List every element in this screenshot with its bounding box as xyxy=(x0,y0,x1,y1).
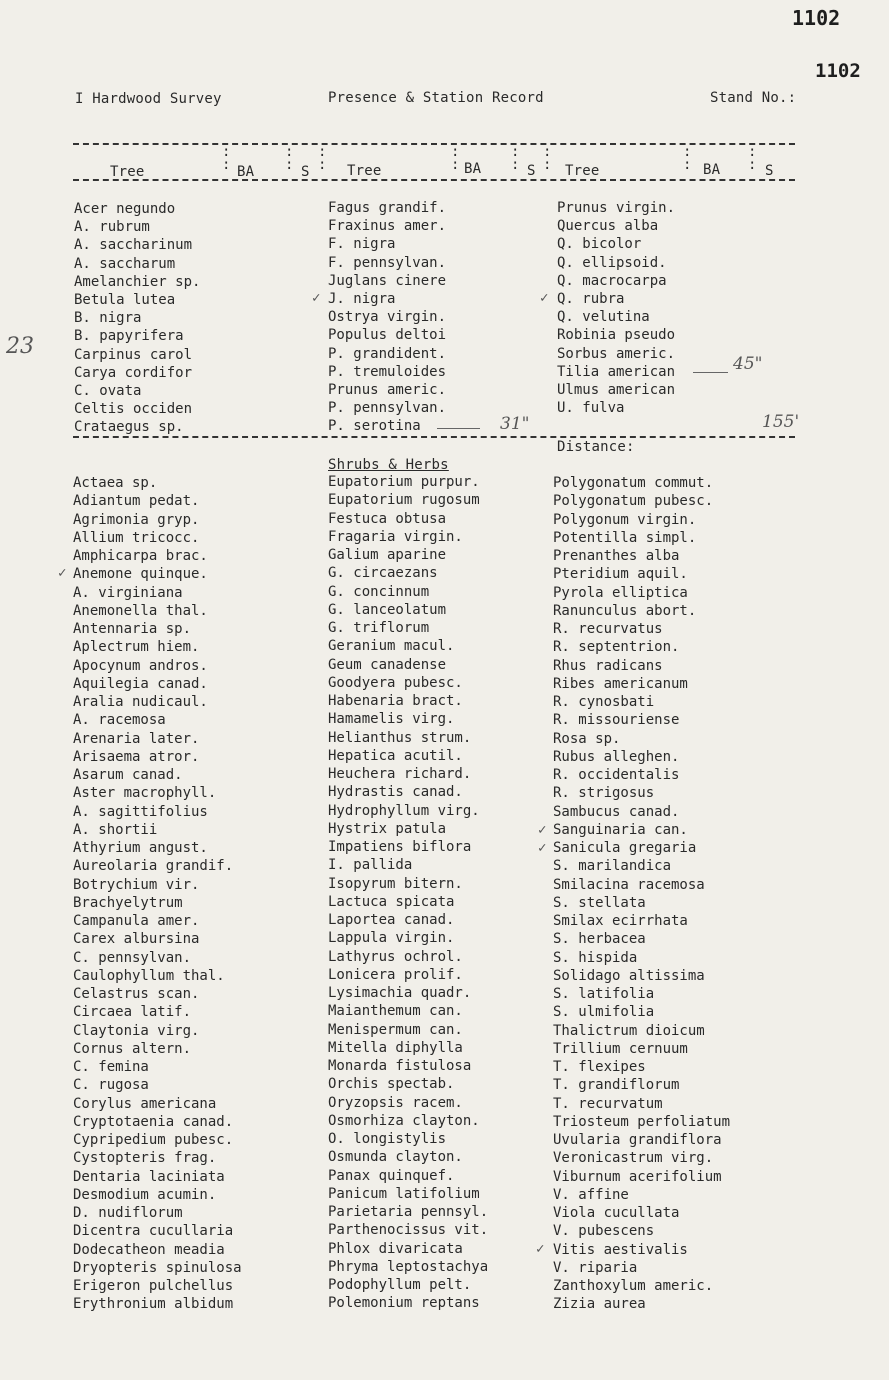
tree-species: C. ovata xyxy=(74,382,142,399)
herb-species: Dryopteris spinulosa xyxy=(73,1259,242,1276)
herb-species: Orchis spectab. xyxy=(328,1076,455,1093)
tree-species: P. grandident. xyxy=(328,345,447,362)
tree-section-rule xyxy=(73,436,795,438)
herb-species: Hepatica acutil. xyxy=(328,747,463,764)
header-tree-1: Tree xyxy=(110,164,145,180)
herb-species: G. concinnum xyxy=(328,583,430,600)
herb-species: Celastrus scan. xyxy=(73,986,200,1002)
herb-species: Podophyllum pelt. xyxy=(328,1277,472,1293)
stamp-number-top: 1102 xyxy=(792,6,841,30)
herb-species: Antennaria sp. xyxy=(73,621,192,637)
herb-species: Lappula virgin. xyxy=(328,930,455,947)
herb-species: Oryzopsis racem. xyxy=(328,1094,463,1111)
herb-species: C. rugosa xyxy=(73,1077,149,1094)
header-rule-bottom xyxy=(73,179,795,181)
herb-species: Hydrastis canad. xyxy=(328,784,463,801)
herb-species: Heuchera richard. xyxy=(328,766,472,782)
tree-list-2 xyxy=(328,199,446,435)
herb-species: S. herbacea xyxy=(553,931,646,948)
tree-species: Fagus grandif. xyxy=(328,200,447,216)
tree-species: Betula lutea xyxy=(74,291,176,308)
herb-species: Geranium macul. xyxy=(328,638,455,655)
herb-species: R. strigosus xyxy=(553,785,655,802)
record-title: Presence & Station Record xyxy=(328,90,544,106)
herb-species: Smilax ecirrhata xyxy=(553,913,688,929)
herb-species: Rhus radicans xyxy=(553,657,663,674)
tree-species: F. nigra xyxy=(328,236,396,253)
herb-species: Fragaria virgin. xyxy=(328,528,463,545)
herb-species: Polygonatum pubesc. xyxy=(553,493,714,510)
herb-species: Panax quinquef. xyxy=(328,1167,455,1184)
herb-species: Rubus alleghen. xyxy=(553,748,680,765)
herb-species: Aureolaria grandif. xyxy=(73,858,234,875)
tree-species: J. nigra xyxy=(328,290,396,307)
herb-species: Cystopteris frag. xyxy=(73,1150,217,1167)
herb-species: G. circaezans xyxy=(328,565,438,582)
tree-list-1 xyxy=(74,200,200,436)
col-sep: : : xyxy=(318,144,327,173)
tilia-note: 45" xyxy=(733,354,763,374)
tree-species: Carpinus carol xyxy=(74,346,193,363)
tree-species: Prunus americ. xyxy=(328,381,447,398)
tree-species: Tilia american xyxy=(557,363,676,380)
herb-species: Pteridium aquil. xyxy=(553,566,688,583)
tree-species: Populus deltoi xyxy=(328,327,447,344)
herb-species: Lysimachia quadr. xyxy=(328,985,472,1001)
herb-species: Anemone quinque. xyxy=(73,566,208,583)
herb-species: Solidago altissima xyxy=(553,967,705,984)
herb-species: T. recurvatum xyxy=(553,1095,663,1112)
tree-species: Sorbus americ. xyxy=(557,345,676,362)
herb-species: Veronicastrum virg. xyxy=(553,1150,714,1167)
header-s-3: S xyxy=(765,163,774,179)
serotina-note: 31" xyxy=(500,414,530,434)
herb-species: Aralia nudicaul. xyxy=(73,694,208,710)
herb-species: Actaea sp. xyxy=(73,475,158,491)
tree-species: Crataegus sp. xyxy=(74,419,184,436)
herb-species: Desmodium acumin. xyxy=(73,1186,217,1203)
herb-species: Thalictrum dioicum xyxy=(553,1022,705,1039)
tree-species: Celtis occiden xyxy=(74,401,193,418)
herb-species: Viola cucullata xyxy=(553,1205,680,1221)
herb-species: Potentilla simpl. xyxy=(553,529,697,546)
herb-species: Menispermum can. xyxy=(328,1021,463,1038)
herb-list-2 xyxy=(328,473,488,1313)
herb-species: Polygonatum commut. xyxy=(553,475,714,491)
herb-species: S. ulmifolia xyxy=(553,1004,655,1021)
herb-species: Botrychium vir. xyxy=(73,876,200,893)
tree-species: A. saccharinum xyxy=(74,237,193,254)
herb-species: Phryma leptostachya xyxy=(328,1258,489,1275)
tree-species: P. pennsylvan. xyxy=(328,400,447,417)
herb-species: V. pubescens xyxy=(553,1223,655,1240)
herb-species: Smilacina racemosa xyxy=(553,876,705,893)
tree-species: Q. macrocarpa xyxy=(557,272,667,289)
tree-species: A. rubrum xyxy=(74,219,150,236)
herb-species: Athyrium angust. xyxy=(73,840,208,856)
herb-species: Pyrola elliptica xyxy=(553,584,688,601)
herb-species: G. lanceolatum xyxy=(328,601,447,618)
col-sep: : : xyxy=(511,144,520,173)
herb-species: C. pennsylvan. xyxy=(73,949,192,966)
herb-list-1 xyxy=(73,474,242,1314)
herb-species: T. grandiflorum xyxy=(553,1077,680,1094)
herb-species: Allium tricocc. xyxy=(73,529,200,546)
check-mark: ✓ xyxy=(538,822,547,838)
header-ba-3: BA xyxy=(703,162,721,178)
herb-species: Ranunculus abort. xyxy=(553,602,697,619)
herb-species: T. flexipes xyxy=(553,1059,646,1075)
herb-species: Lonicera prolif. xyxy=(328,966,463,983)
herb-species: Agrimonia gryp. xyxy=(73,511,200,528)
tree-species: P. serotina xyxy=(328,418,421,435)
tree-species: B. papyrifera xyxy=(74,328,184,345)
herb-species: Caulophyllum thal. xyxy=(73,967,225,984)
col-sep: : : xyxy=(451,144,460,173)
herb-species: Adiantum pedat. xyxy=(73,493,200,510)
herb-species: Cypripedium pubesc. xyxy=(73,1132,234,1148)
tilia-note-line xyxy=(693,372,728,373)
col-sep: : : xyxy=(285,144,294,173)
herb-species: Aster macrophyll. xyxy=(73,785,217,802)
herb-species: Anemonella thal. xyxy=(73,602,208,619)
herb-species: Erigeron pulchellus xyxy=(73,1278,234,1294)
herb-species: Maianthemum can. xyxy=(328,1003,463,1020)
herb-species: Parthenocissus vit. xyxy=(328,1222,489,1239)
herb-species: Hydrophyllum virg. xyxy=(328,802,480,819)
stand-number-label: Stand No.: xyxy=(710,90,797,106)
herb-species: Asarum canad. xyxy=(73,767,183,783)
herb-species: Viburnum acerifolium xyxy=(553,1168,722,1185)
serotina-note-line xyxy=(437,428,480,429)
herb-species: Prenanthes alba xyxy=(553,548,680,564)
check-mark: ✓ xyxy=(540,290,549,306)
tree-species: Q. bicolor xyxy=(557,236,642,253)
herb-species: Habenaria bract. xyxy=(328,693,463,709)
herb-species: Amphicarpa brac. xyxy=(73,548,208,564)
herb-species: Zizia aurea xyxy=(553,1296,646,1313)
check-mark: ✓ xyxy=(58,565,67,581)
tree-species: Juglans cinere xyxy=(328,272,447,289)
herb-species: Dentaria laciniata xyxy=(73,1168,225,1185)
herb-species: Corylus americana xyxy=(73,1095,217,1112)
herb-species: Goodyera pubesc. xyxy=(328,674,463,691)
herb-species: C. femina xyxy=(73,1059,149,1075)
tree-species: A. saccharum xyxy=(74,255,176,272)
herb-species: Erythronium albidum xyxy=(73,1296,234,1313)
herb-species: A. shortii xyxy=(73,821,158,838)
herb-species: A. racemosa xyxy=(73,712,166,729)
herb-species: Sanguinaria can. xyxy=(553,821,688,838)
tree-species: Quercus alba xyxy=(557,218,659,235)
survey-title: I Hardwood Survey xyxy=(75,91,222,107)
herb-species: Claytonia virg. xyxy=(73,1022,200,1039)
herb-species: Phlox divaricata xyxy=(328,1240,463,1257)
herb-species: Eupatorium purpur. xyxy=(328,474,480,490)
herb-species: Vitis aestivalis xyxy=(553,1241,688,1258)
herb-species: Hystrix patula xyxy=(328,820,447,837)
herb-species: Panicum latifolium xyxy=(328,1185,480,1202)
herb-species: D. nudiflorum xyxy=(73,1205,183,1221)
herb-species: R. septentrion. xyxy=(553,639,680,656)
stamp-number-corner: 1102 xyxy=(815,60,861,82)
herb-species: Lactuca spicata xyxy=(328,893,455,910)
herb-species: Sanicula gregaria xyxy=(553,840,697,856)
herb-species: Mitella diphylla xyxy=(328,1039,463,1056)
herb-species: Monarda fistulosa xyxy=(328,1058,472,1074)
header-s-2: S xyxy=(527,163,536,179)
herb-species: Ribes americanum xyxy=(553,675,688,692)
header-ba-1: BA xyxy=(237,164,255,180)
herb-species: Campanula amer. xyxy=(73,913,200,929)
herb-species: R. cynosbati xyxy=(553,694,655,710)
tree-species: Fraxinus amer. xyxy=(328,218,447,235)
herb-species: Triosteum perfoliatum xyxy=(553,1113,731,1130)
herb-species: Cornus altern. xyxy=(73,1040,192,1057)
tree-species: Ulmus american xyxy=(557,381,676,398)
herb-species: R. occidentalis xyxy=(553,767,680,783)
herb-species: Circaea latif. xyxy=(73,1004,192,1021)
herb-species: Parietaria pennsyl. xyxy=(328,1204,489,1220)
herb-species: Festuca obtusa xyxy=(328,510,447,527)
herb-species: A. virginiana xyxy=(73,584,183,601)
herb-species: Sambucus canad. xyxy=(553,803,680,820)
herb-species: Uvularia grandiflora xyxy=(553,1132,722,1148)
herb-species: Zanthoxylum americ. xyxy=(553,1278,714,1294)
herb-species: Arenaria later. xyxy=(73,730,200,747)
distance-note: 155' xyxy=(762,412,800,432)
tree-species: Carya cordifor xyxy=(74,364,193,381)
herb-species: Arisaema atror. xyxy=(73,748,200,765)
herb-species: Polygonum virgin. xyxy=(553,511,697,528)
tree-species: P. tremuloides xyxy=(328,363,447,380)
herb-species: Hamamelis virg. xyxy=(328,711,455,728)
herb-list-3 xyxy=(553,474,730,1314)
herb-species: A. sagittifolius xyxy=(73,803,208,820)
tree-species: U. fulva xyxy=(557,400,625,417)
herb-species: Rosa sp. xyxy=(553,730,621,747)
herb-species: Aplectrum hiem. xyxy=(73,639,200,656)
herb-species: Dodecatheon meadia xyxy=(73,1241,225,1258)
herb-species: Osmunda clayton. xyxy=(328,1149,463,1166)
herb-species: V. affine xyxy=(553,1186,629,1203)
tree-species: Ostrya virgin. xyxy=(328,309,447,326)
herb-species: Laportea canad. xyxy=(328,912,455,928)
col-sep: : : xyxy=(748,144,757,173)
herb-species: R. recurvatus xyxy=(553,621,663,637)
tree-species: Acer negundo xyxy=(74,201,176,217)
herb-species: Brachyelytrum xyxy=(73,894,183,911)
tree-species: F. pennsylvan. xyxy=(328,254,447,271)
herb-species: Geum canadense xyxy=(328,656,447,673)
tree-species: Q. rubra xyxy=(557,290,625,307)
header-tree-3: Tree xyxy=(565,163,600,179)
herb-species: Helianthus strum. xyxy=(328,729,472,746)
herb-species: Eupatorium rugosum xyxy=(328,492,480,509)
check-mark: ✓ xyxy=(536,1241,545,1257)
herb-species: I. pallida xyxy=(328,857,413,874)
tree-species: Robinia pseudo xyxy=(557,327,676,344)
tree-species: Q. ellipsoid. xyxy=(557,254,667,271)
herb-species: Cryptotaenia canad. xyxy=(73,1113,234,1130)
herb-species: Carex albursina xyxy=(73,931,200,948)
margin-note: 23 xyxy=(6,334,34,359)
herb-species: R. missouriense xyxy=(553,712,680,729)
distance-label: Distance: xyxy=(557,439,635,455)
check-mark: ✓ xyxy=(538,840,547,856)
tree-species: Amelanchier sp. xyxy=(74,273,201,290)
herb-species: S. stellata xyxy=(553,894,646,911)
tree-list-3 xyxy=(557,199,675,417)
herb-species: Trillium cernuum xyxy=(553,1040,688,1057)
herb-species: Polemonium reptans xyxy=(328,1295,480,1312)
herb-species: Apocynum andros. xyxy=(73,657,208,674)
header-s-1: S xyxy=(301,164,310,180)
tree-species: Prunus virgin. xyxy=(557,200,676,216)
herb-species: O. longistylis xyxy=(328,1131,447,1147)
tree-species: Q. velutina xyxy=(557,309,650,326)
herb-species: Impatiens biflora xyxy=(328,839,472,855)
herb-species: V. riparia xyxy=(553,1259,638,1276)
check-mark: ✓ xyxy=(312,290,321,306)
herb-species: S. marilandica xyxy=(553,858,672,875)
herb-species: G. triflorum xyxy=(328,620,430,636)
tree-species: B. nigra xyxy=(74,310,142,327)
herb-species: S. hispida xyxy=(553,949,638,966)
herb-species: Osmorhiza clayton. xyxy=(328,1112,480,1129)
shrubs-herbs-title: Shrubs & Herbs xyxy=(328,457,449,473)
col-sep: : : xyxy=(683,144,692,173)
col-sep: : : xyxy=(222,144,231,173)
herb-species: Lathyrus ochrol. xyxy=(328,948,463,965)
herb-species: Galium aparine xyxy=(328,547,447,563)
header-ba-2: BA xyxy=(464,161,482,177)
herb-species: Aquilegia canad. xyxy=(73,675,208,692)
herb-species: S. latifolia xyxy=(553,986,655,1002)
herb-species: Dicentra cucullaria xyxy=(73,1223,234,1240)
header-tree-2: Tree xyxy=(347,163,382,179)
herb-species: Isopyrum bitern. xyxy=(328,875,463,892)
col-sep: : : xyxy=(543,144,552,173)
